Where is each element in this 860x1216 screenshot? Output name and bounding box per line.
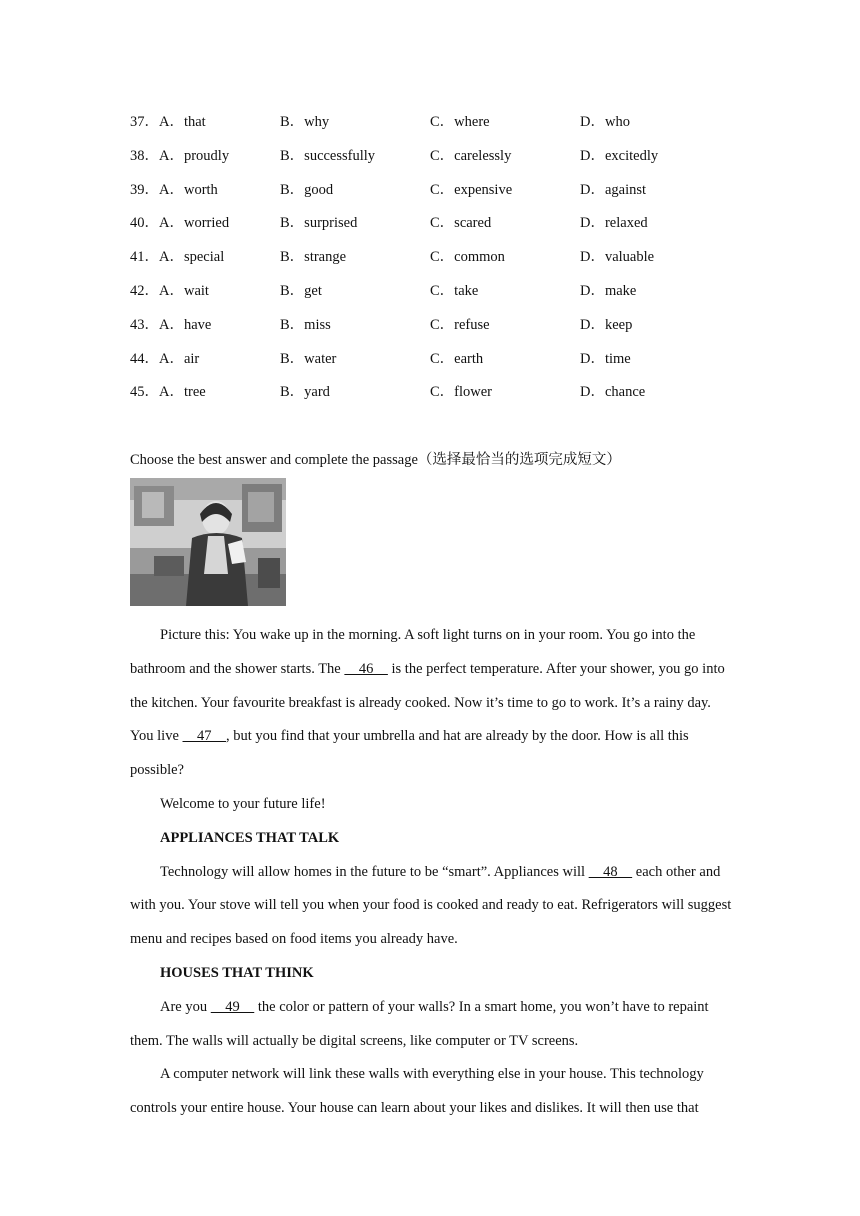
choice-b: B．strange bbox=[280, 249, 347, 266]
choice-c: C．take bbox=[430, 282, 479, 299]
paragraph-4 bbox=[130, 991, 732, 1059]
paragraph-2: Welcome to your future life! bbox=[160, 795, 326, 812]
passage bbox=[130, 619, 732, 1126]
option-row-38 bbox=[130, 146, 750, 180]
choice-b: B．successfully bbox=[280, 147, 376, 164]
option-row-40 bbox=[130, 213, 750, 247]
heading-houses: HOUSES THAT THINK bbox=[160, 964, 314, 981]
paragraph-text: Technology will allow homes in the future to be “smart”. Appliances will bbox=[160, 863, 589, 880]
choice-d: D．against bbox=[580, 181, 647, 198]
paragraph-text: Are you bbox=[160, 998, 211, 1015]
choice-c: C．flower bbox=[430, 384, 493, 401]
choice-d: D．who bbox=[580, 114, 630, 130]
choice-b: B．good bbox=[280, 181, 334, 198]
choice-c: C．scared bbox=[430, 215, 492, 232]
choice-a: A．wait bbox=[159, 282, 209, 299]
option-row-41 bbox=[130, 247, 750, 281]
choice-b: B．surprised bbox=[280, 215, 358, 232]
blank-49: 49 bbox=[210, 998, 255, 1015]
choice-a: A．tree bbox=[159, 384, 206, 401]
options-list bbox=[130, 112, 750, 416]
question-41-choices-a bbox=[130, 247, 224, 267]
paragraph-1 bbox=[130, 619, 732, 788]
question-number: 44． bbox=[130, 350, 159, 367]
choice-d: D．relaxed bbox=[580, 215, 648, 232]
choice-d: D．valuable bbox=[580, 249, 655, 266]
question-44-choices-a bbox=[130, 349, 199, 369]
choice-b: B．why bbox=[280, 114, 330, 130]
choice-c: C．carelessly bbox=[430, 147, 512, 164]
choice-c: C．earth bbox=[430, 350, 484, 367]
question-number: 41． bbox=[130, 249, 159, 266]
question-number: 42． bbox=[130, 282, 159, 299]
question-45-choices-a bbox=[130, 382, 206, 402]
question-39-choices-a bbox=[130, 180, 218, 200]
blank-46: 46 bbox=[344, 660, 388, 677]
choice-a: A．worth bbox=[159, 181, 218, 198]
choice-d: D．excitedly bbox=[580, 147, 659, 164]
paragraph-3 bbox=[130, 856, 732, 957]
paragraph-text: Picture this: You wake up in the morning. A soft light turns on in your room. You go into the bathroom and the shower starts. The bbox=[130, 627, 696, 677]
choice-a: A．special bbox=[159, 249, 225, 266]
choice-b: B．miss bbox=[280, 316, 331, 333]
choice-b: B．water bbox=[280, 350, 337, 367]
question-number: 43． bbox=[130, 316, 159, 333]
option-row-42 bbox=[130, 281, 750, 315]
question-number: 37． bbox=[130, 114, 159, 130]
choice-a: A．proudly bbox=[159, 147, 230, 164]
option-row-45 bbox=[130, 382, 750, 416]
woman-photo-image bbox=[130, 478, 286, 606]
paragraph-text: , but you find that your umbrella and hat are already by the door. How is all this possible? bbox=[130, 728, 689, 779]
question-40-choices-a bbox=[130, 213, 229, 233]
passage-photo bbox=[130, 478, 286, 606]
question-number: 45． bbox=[130, 384, 159, 401]
option-row-37 bbox=[130, 112, 750, 146]
paragraph-text: is the perfect temperature. After your shower, you go into the kitchen. Your favourite breakfast is already cooked. Now it’s time to go to work. It’s a rainy day. You live bbox=[130, 660, 725, 745]
section-instruction: Choose the best answer and complete the passage（选择最恰当的选项完成短文） bbox=[130, 452, 621, 468]
choice-a: A．that bbox=[159, 114, 206, 130]
choice-b: B．get bbox=[280, 282, 322, 299]
paragraph-text: each other and with you. Your stove will tell you when your food is cooked and ready to eat. Refrigerators will suggest menu and recipes based on food items you already have. bbox=[130, 863, 732, 948]
question-number: 38． bbox=[130, 147, 159, 164]
paragraph-text: the color or pattern of your walls? In a smart home, you won’t have to repaint them. The walls will actually be digital screens, like computer or TV screens. bbox=[130, 998, 709, 1049]
choice-d: D．chance bbox=[580, 384, 646, 401]
option-row-39 bbox=[130, 180, 750, 214]
choice-d: D．keep bbox=[580, 316, 633, 333]
question-number: 39． bbox=[130, 181, 159, 198]
question-number: 40． bbox=[130, 215, 159, 232]
question-38-choices-a bbox=[130, 146, 229, 166]
choice-c: C．refuse bbox=[430, 316, 490, 333]
choice-c: C．expensive bbox=[430, 181, 513, 198]
choice-a: A．air bbox=[159, 350, 200, 367]
question-43-choices-a bbox=[130, 315, 211, 335]
choice-d: D．make bbox=[580, 282, 637, 299]
option-row-43 bbox=[130, 315, 750, 349]
question-42-choices-a bbox=[130, 281, 209, 301]
blank-48: 48 bbox=[588, 863, 633, 880]
choice-b: B．yard bbox=[280, 384, 330, 401]
choice-a: A．have bbox=[159, 316, 212, 333]
choice-a: A．worried bbox=[159, 215, 230, 232]
choice-d: D．time bbox=[580, 350, 631, 367]
question-37-choices-a bbox=[130, 112, 206, 132]
heading-appliances: APPLIANCES THAT TALK bbox=[160, 829, 340, 846]
choice-c: C．where bbox=[430, 114, 490, 130]
choice-c: C．common bbox=[430, 249, 505, 266]
paragraph-5: A computer network will link these walls with everything else in your house. This technology controls your entire house. Your house can learn about your likes and dislikes. It will then use that bbox=[130, 1066, 704, 1117]
blank-47: 47 bbox=[182, 728, 227, 745]
option-row-44 bbox=[130, 349, 750, 383]
